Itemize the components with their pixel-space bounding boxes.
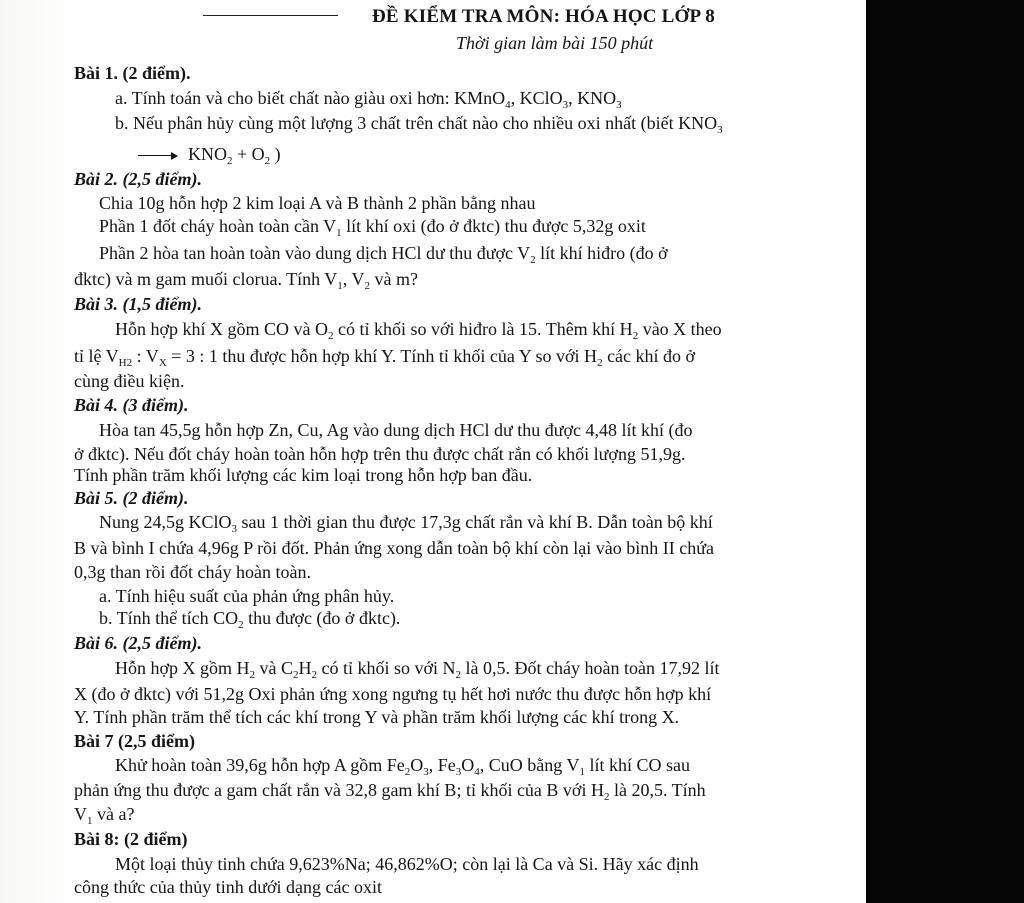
bai4-heading: Bài 4. (3 điểm).	[74, 395, 189, 415]
bai1-heading: Bài 1. (2 điểm).	[74, 63, 191, 83]
bai2-line2: Phần 1 đốt cháy hoàn toàn cần $V_1$ lít khí oxi (đo ở đktc) thu được 5,32g oxit	[99, 216, 646, 239]
bai5-line1: Nung 24,5g KClO$_3$ sau 1 thời gian thu được 17,3g chất rắn và khí B. Dẫn toàn bộ khí	[99, 512, 713, 535]
exam-duration: Thời gian làm bài 150 phút	[456, 33, 654, 53]
bai1-equation: $KNO_2 + O_2$ )	[138, 143, 281, 165]
bai6-line3: Y. Tính phần trăm thể tích các khí trong Y và phần trăm khối lượng các khí trong X.	[74, 707, 680, 727]
reaction-arrow-icon	[138, 150, 182, 160]
bai2-line1: Chia 10g hỗn hợp 2 kim loại A và B thành 2 phần bằng nhau	[99, 193, 536, 213]
bai3-line1: Hỗn hợp khí X gồm CO và $O_2$ có tỉ khối so với hiđro là 15. Thêm khí $H_2$ vào X theo	[115, 319, 722, 342]
bai4-line1: Hòa tan 45,5g hỗn hợp Zn, Cu, Ag vào dung dịch HCl dư thu được 4,48 lít khí (đo	[99, 420, 693, 440]
bai5-part-a: a. Tính hiệu suất của phản ứng phân hủy.	[99, 586, 395, 606]
bai5-line2: B và bình I chứa 4,96g P rồi đốt. Phản ứng xong dẫn toàn bộ khí còn lại vào bình II chứa	[74, 538, 714, 558]
bai6-line1: Hỗn hợp X gồm $H_2$ và $C_2H_2$ có tỉ khối so với $N_2$ là 0,5. Đốt cháy hoàn toàn 17,92 lít	[115, 658, 720, 681]
bai2-line4: đktc) và m gam muối clorua. Tính $V_1$, $V_2$ và m?	[74, 269, 418, 292]
bai2-heading: Bài 2. (2,5 điểm).	[74, 169, 202, 189]
dark-edge	[866, 0, 1024, 903]
bai2-line3: Phần 2 hòa tan hoàn toàn vào dung dịch HCl dư thu được $V_2$ lít khí hiđro (đo ở	[99, 243, 668, 266]
bai4-line3: Tính phần trăm khối lượng các kim loại trong hỗn hợp ban đầu.	[74, 465, 533, 485]
bai7-line2: phản ứng thu được a gam chất rắn và 32,8 gam khí B; tỉ khối của B với $H_2$ là 20,5. Tính	[74, 780, 706, 803]
bai7-line3: $V_1$ và a?	[74, 804, 135, 827]
bai5-heading: Bài 5. (2 điểm).	[74, 488, 189, 508]
bai7-heading: Bài 7 (2,5 điểm)	[74, 731, 195, 751]
bai6-heading: Bài 6. (2,5 điểm).	[74, 633, 202, 653]
bai6-line2: X (đo ở đktc) với 51,2g Oxi phản ứng xong ngưng tụ hết hơi nước thu được hỗn hợp khí	[74, 684, 712, 704]
bai3-line3: cùng điều kiện.	[74, 371, 185, 391]
header-rule	[203, 15, 338, 16]
bai8-line1: Một loại thủy tinh chứa 9,623%Na; 46,862%O; còn lại là Ca và Si. Hãy xác định	[115, 854, 699, 874]
bai5-line3: 0,3g than rồi đốt cháy hoàn toàn.	[74, 562, 311, 582]
bai8-line2: công thức của thủy tinh dưới dạng các oxit	[74, 877, 382, 897]
bai8-heading: Bài 8: (2 điểm)	[74, 829, 188, 849]
bai1-part-b: b. Nếu phân hủy cùng một lượng 3 chất trên chất nào cho nhiều oxi nhất (biết $KNO_3$	[115, 113, 723, 136]
bai4-line2: ở đktc). Nếu đốt cháy hoàn toàn hỗn hợp trên thu được chất rắn có khối lượng 51,9g.	[74, 444, 686, 464]
bai3-line2: tỉ lệ $V_{H2}$ : $V_X = 3$ : 1 thu được hỗn hợp khí Y. Tính tỉ khối của Y so với $H_2$ các khí đo ở	[74, 346, 696, 369]
bai5-part-b: b. Tính thể tích $CO_2$ thu được (đo ở đktc).	[99, 608, 401, 631]
exam-title: ĐỀ KIỂM TRA MÔN: HÓA HỌC LỚP 8	[372, 6, 715, 27]
bai7-line1: Khử hoàn toàn 39,6g hỗn hợp A gồm $Fe_2O_3$, $Fe_3O_4$, CuO bằng $V_1$ lít khí CO sau	[115, 755, 690, 778]
bai1-part-a: a. Tính toán và cho biết chất nào giàu oxi hơn: KMnO$_4$, KClO$_3$, $KNO_3$	[115, 88, 622, 111]
bai3-heading: Bài 3. (1,5 điểm).	[74, 294, 202, 314]
